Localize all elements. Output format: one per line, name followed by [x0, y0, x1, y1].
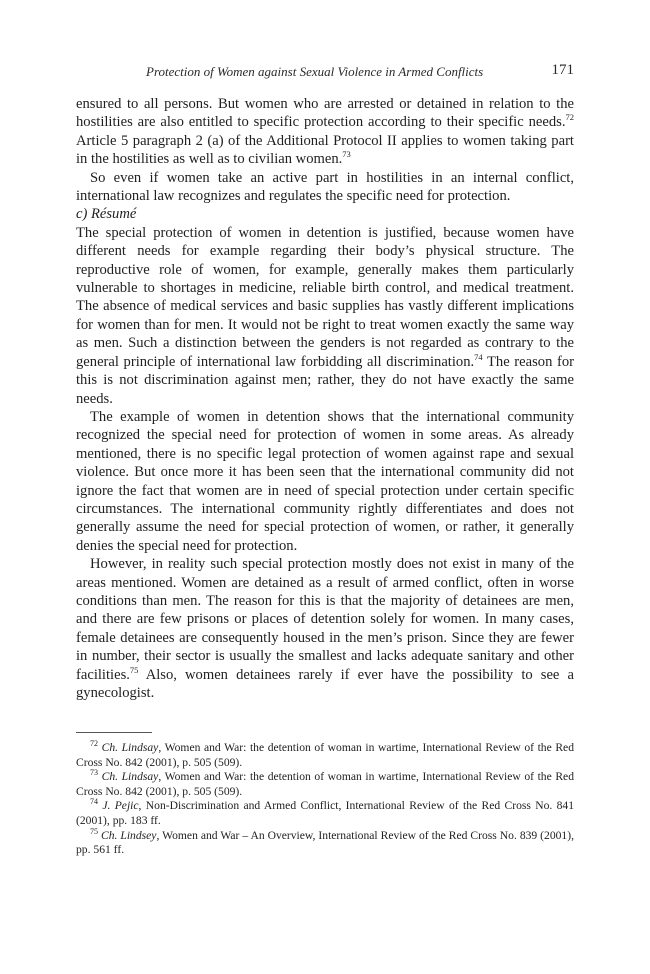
page-header — [76, 62, 574, 82]
footnote-number: 75 — [90, 826, 98, 836]
footnote-number: 73 — [90, 768, 98, 778]
footnote-reference[interactable]: 74 — [474, 351, 483, 362]
text-segment: ensured to all persons. But women who are arrested or detained in relation to the hostilities are also entitled to specific protection according to their specific needs. — [76, 96, 574, 131]
footnote-reference[interactable]: 73 — [342, 149, 351, 160]
footnote-author: Ch. Lindsay — [101, 770, 159, 784]
footnote — [76, 770, 574, 799]
footnote — [76, 799, 574, 828]
footnote-text: , Women and War: the detention of woman in wartime, International Review of the Red Cross No. 842 (2001), p. 505 (509). — [76, 741, 575, 769]
footnotes — [76, 741, 574, 858]
footnote — [76, 741, 574, 770]
running-title: Protection of Women against Sexual Violence in Armed Conflicts — [146, 64, 484, 79]
body-text — [76, 95, 574, 702]
footnote-text: , Women and War: the detention of woman in wartime, International Review of the Red Cross No. 842 (2001), p. 505 (509). — [76, 770, 575, 798]
footnote-author: Ch. Lindsay — [101, 741, 159, 754]
text-segment: The reason for this is not discrimination against men; rather, they do not have exactly the same needs. — [76, 353, 574, 407]
footnote-author: Ch. Lindsey — [100, 828, 157, 842]
text-segment: Also, women detainees rarely if ever have the possibility to see a gynecologist. — [76, 666, 574, 701]
footnote-text: , Women and War – An Overview, International Review of the Red Cross No. 839 (2001), pp. 561 ff. — [76, 828, 574, 857]
footnote-author: J. Pejic — [102, 799, 139, 813]
body-paragraph — [76, 408, 574, 555]
page-number: 171 — [551, 62, 574, 78]
footnote-text: , Non-Discrimination and Armed Conflict, International Review of the Red Cross No. 841 (2001), pp. 183 ff. — [76, 799, 575, 827]
text-segment: The example of women in detention shows that the international community recognized the special need for protection of women in some areas. As already mentioned, there is no specific legal protection of women against rape and sexual violence. But once more it has been seen that the international community did not ignore the fact that women are in need of special protection under certain specific circumstances. The international community rightly differentiates and does not generally assume the need for special protection of women, or rather, it generally denies the special need for protection. — [76, 408, 574, 554]
body-paragraph — [76, 224, 574, 408]
footnote-number: 74 — [90, 797, 98, 807]
footnote-separator — [76, 732, 152, 733]
footnote-reference[interactable]: 72 — [565, 112, 574, 123]
body-paragraph — [76, 555, 574, 702]
footnote — [76, 826, 574, 858]
text-segment: The special protection of women in detention is justified, because women have different needs for example regarding their body’s physical structure. The reproductive role of women, for example, generally makes them particularly vulnerable to shortages in medicine, reliable birth control, and medical treatment. The absence of medical services and basic supplies has vastly different implications for women than for men. It would not be right to treat women exactly the same way as men. Such a distinction between the genders is not regarded as contrary to the general principle of international law forbidding all discrimination. — [76, 224, 574, 370]
body-paragraph — [76, 169, 574, 206]
body-paragraph — [76, 95, 574, 169]
section-heading: c) Résumé — [76, 206, 137, 223]
text-segment: So even if women take an active part in hostilities in an internal conflict, international law recognizes and regulates the specific need for protection. — [76, 169, 574, 205]
footnote-reference[interactable]: 75 — [129, 664, 139, 675]
text-segment: However, in reality such special protection mostly does not exist in many of the areas mentioned. Women are detained as a result of armed conflict, often in worse conditions than men. The reason for this is that the majority of detainees are men, and there are few prisons or places of detention solely for women. In many cases, female detainees are consequently housed in the men’s prison. Since they are fewer in number, their sector is usually the smallest and lacks adequate sanitary and other facilities. — [76, 556, 574, 683]
text-segment: Article 5 paragraph 2 (a) of the Additional Protocol II applies to women taking part in the hostilities as well as to civilian women. — [76, 132, 574, 168]
footnote-number: 72 — [90, 739, 98, 749]
